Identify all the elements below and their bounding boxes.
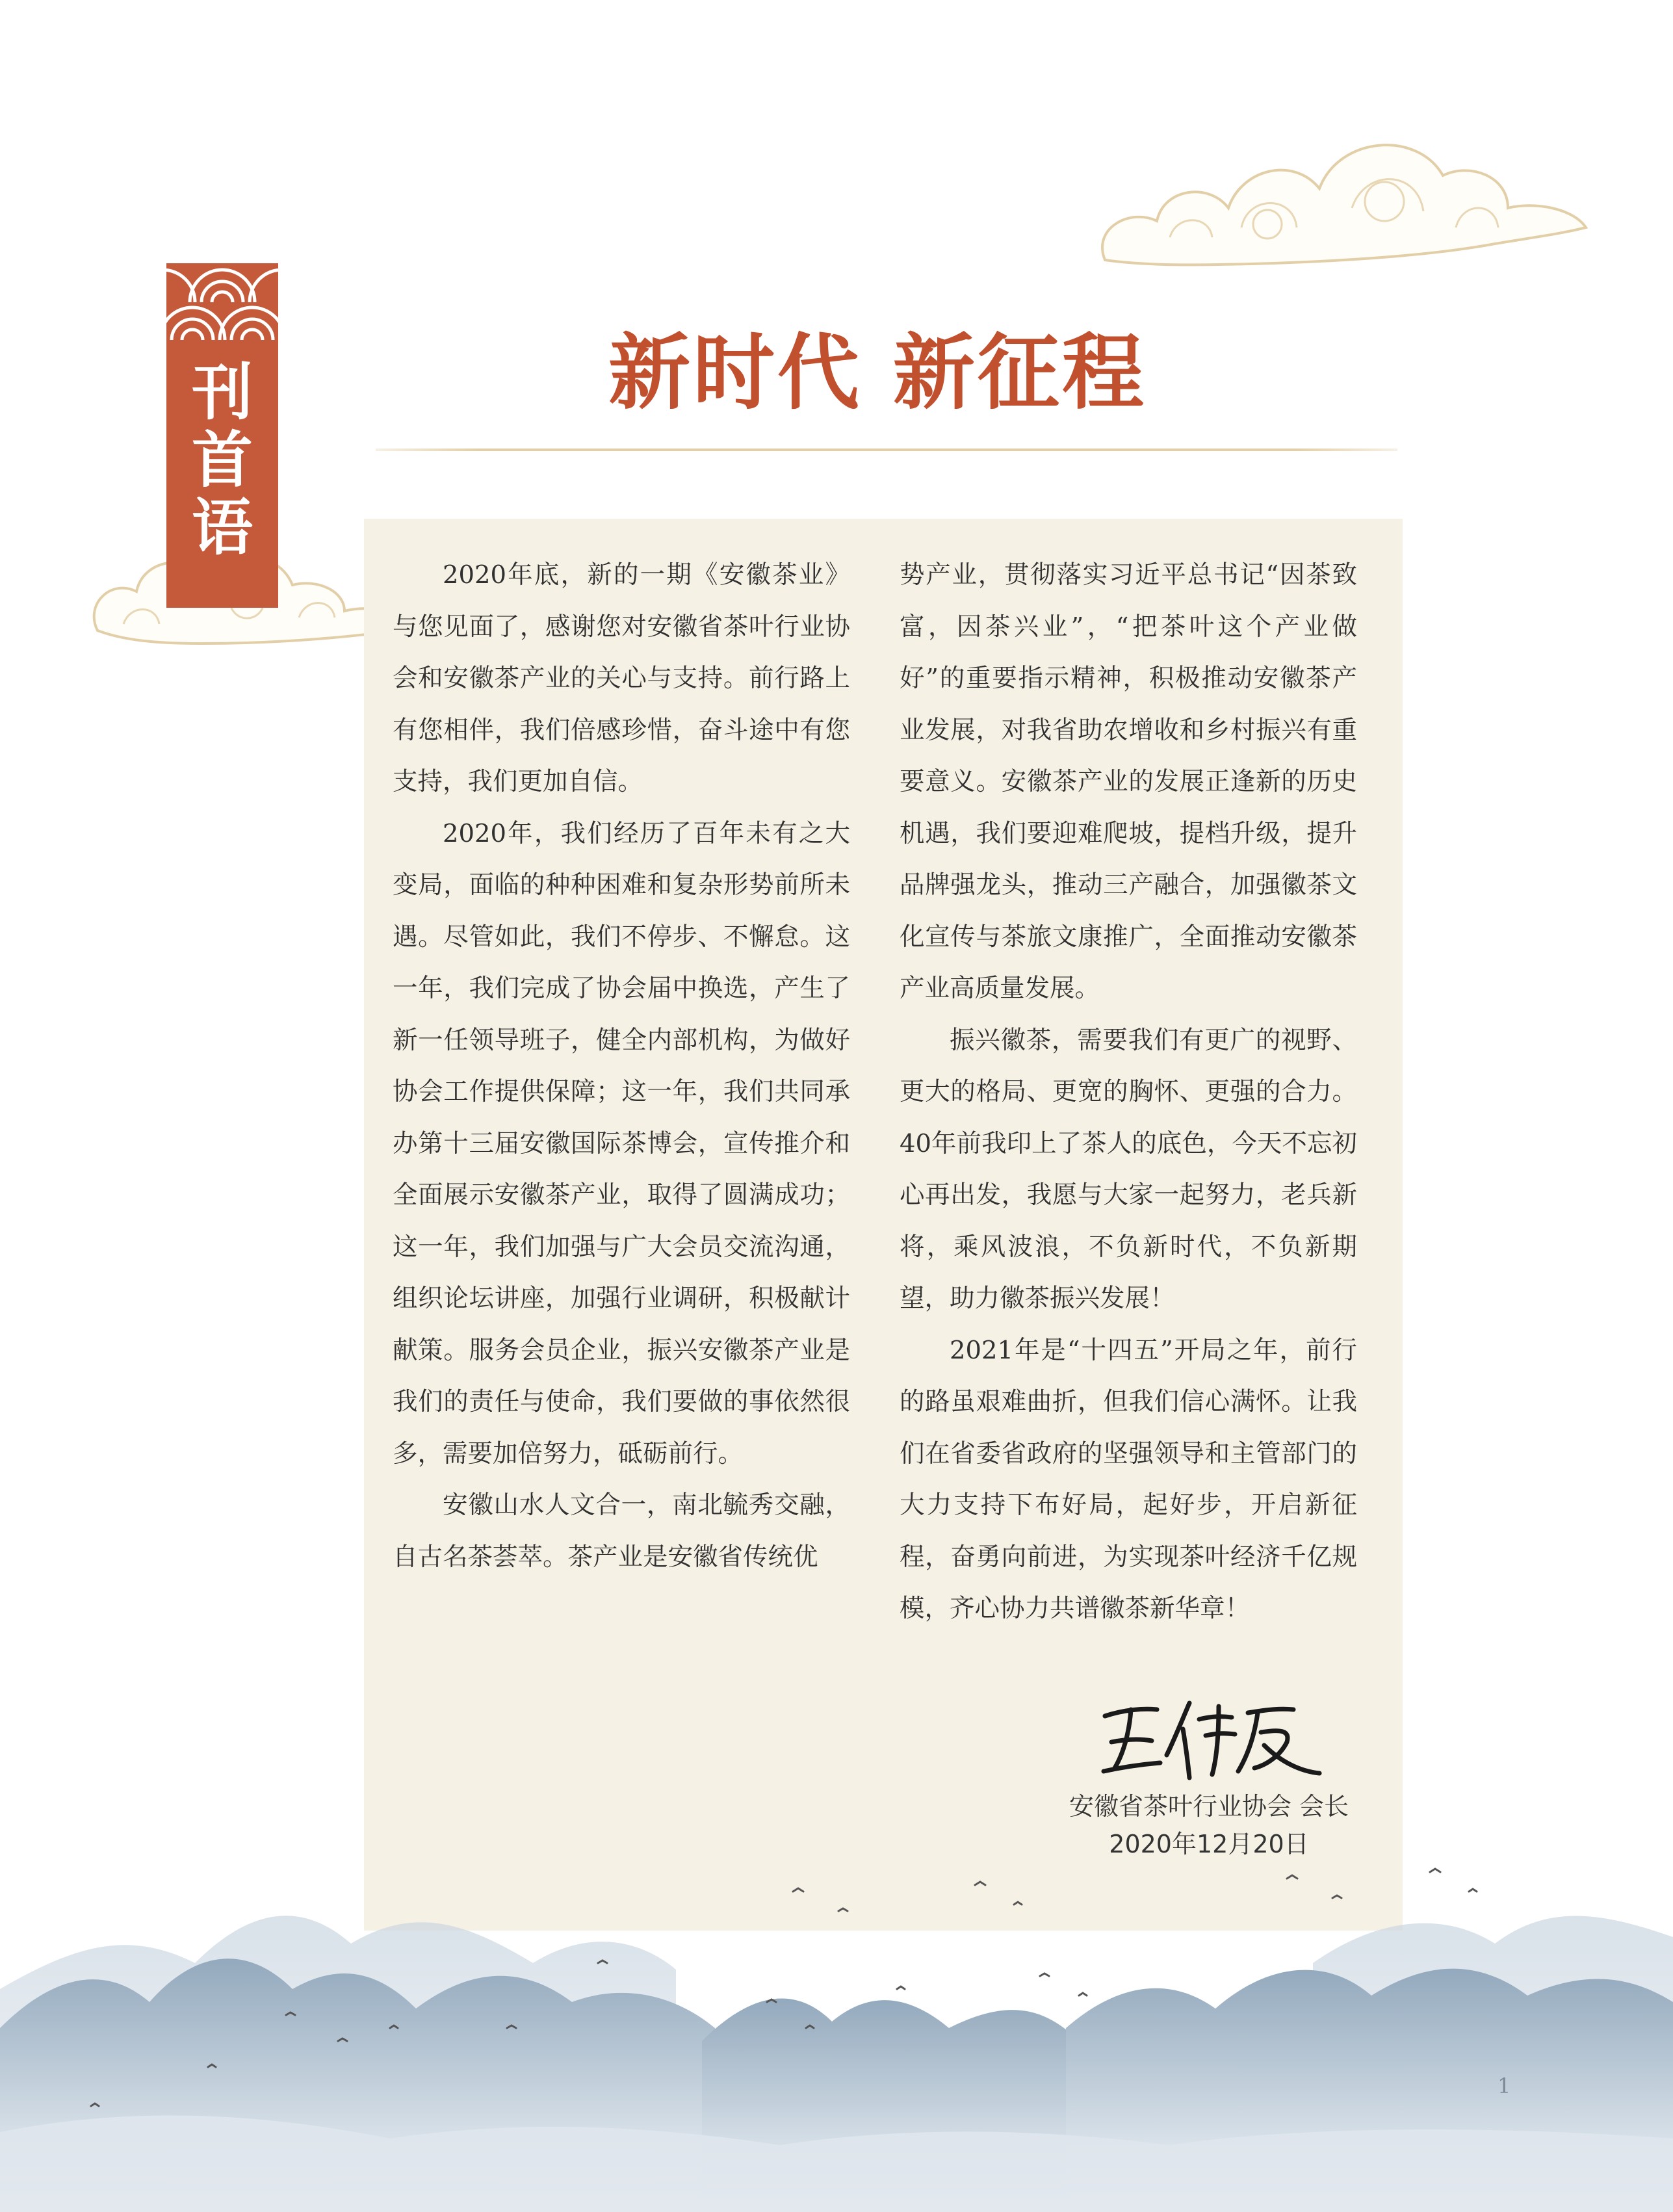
paragraph: 振兴徽茶，需要我们有更广的视野、更大的格局、更宽的胸怀、更强的合力。40年前我印上了茶人的底色，今天不忘初心再出发，我愿与大家一起努力，老兵新将，乘风波浪，不负新时代，不负新期望，助力徽茶振兴发展！ — [900, 1025, 1357, 1313]
column-badge — [166, 263, 278, 608]
badge-label — [166, 359, 278, 562]
paragraph: 2021年是“十四五”开局之年，前行的路虽艰难曲折，但我们信心满怀。让我们在省委省政府的坚强领导和主管部门的大力支持下布好局，起好步，开启新征程，奋勇向前进，为实现茶叶经济千亿规模，齐心协力共谱徽茶新华章！ — [900, 1335, 1357, 1623]
signature-date: 2020年12月20日 — [1109, 1830, 1309, 1858]
page-title: 新时代 新征程 — [608, 324, 1147, 421]
article-column-left — [393, 549, 850, 1583]
paragraph: 势产业，贯彻落实习近平总书记“因茶致富，因茶兴业”，“把茶叶这个产业做好”的重要指示精神，积极推动安徽茶产业发展，对我省助农增收和乡村振兴有重要意义。安徽茶产业的发展正逢新的历史机遇，我们要迎难爬坡，提档升级，提升品牌强龙头，推动三产融合，加强徽茶文化宣传与茶旅文康推广，全面推动安徽茶产业高质量发展。 — [900, 560, 1357, 1003]
page-number: 1 — [1498, 2074, 1511, 2098]
paragraph: 2020年底，新的一期《安徽茶业》与您见面了，感谢您对安徽省茶叶行业协会和安徽茶产业的关心与支持。前行路上有您相伴，我们倍感珍惜，奋斗途中有您支持，我们更加自信。 — [393, 560, 850, 796]
paragraph: 2020年，我们经历了百年未有之大变局，面临的种种困难和复杂形势前所未遇。尽管如此，我们不停步、不懈怠。这一年，我们完成了协会届中换选，产生了新一任领导班子，健全内部机构，为做好协会工作提供保障；这一年，我们共同承办第十三届安徽国际茶博会，宣传推介和全面展示安徽茶产业，取得了圆满成功；这一年，我们加强与广大会员交流沟通，组织论坛讲座，加强行业调研，积极献计献策。服务会员企业，振兴安徽茶产业是我们的责任与使命，我们要做的事依然很多，需要加倍努力，砥砺前行。 — [393, 818, 850, 1468]
article-column-right — [900, 549, 1357, 1635]
badge-char: 首 — [191, 425, 253, 496]
badge-char: 语 — [191, 493, 253, 564]
handwritten-signature — [1092, 1690, 1326, 1788]
wave-pattern-icon — [166, 263, 278, 340]
badge-char: 刊 — [191, 358, 253, 428]
title-divider — [376, 449, 1397, 451]
auspicious-cloud-icon — [1079, 98, 1599, 293]
signer-title: 安徽省茶叶行业协会 会长 — [1069, 1792, 1349, 1821]
paragraph: 安徽山水人文合一，南北毓秀交融，自古名茶荟萃。茶产业是安徽省传统优 — [393, 1490, 850, 1572]
mountain-landscape — [0, 1833, 1673, 2212]
